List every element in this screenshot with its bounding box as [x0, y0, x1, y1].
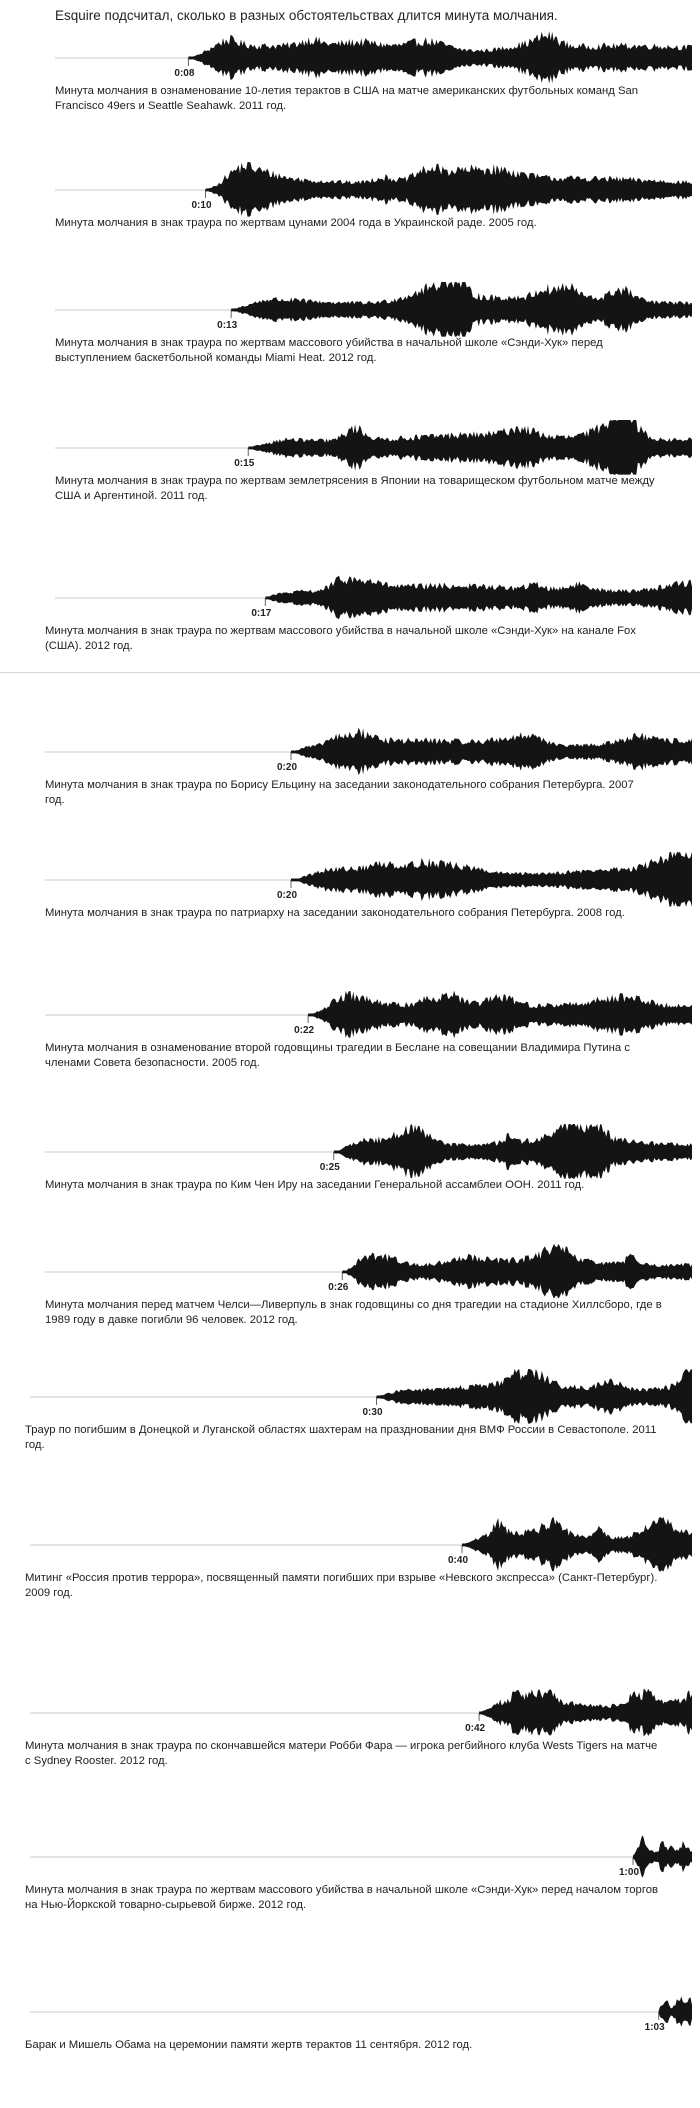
caption: Траур по погибшим в Донецкой и Луганской областях шахтерам на праздновании дня ВМФ России в Севастополе. 2011 год.	[25, 1424, 657, 1451]
caption: Минута молчания в знак траура по скончавшейся матери Робби Фара — игрока регбийного клуба Wests Tigers на матче с Sydney Rooster. 2012 год.	[25, 1740, 658, 1767]
waveform-panel	[0, 270, 700, 380]
waveform-panel	[0, 712, 700, 822]
waveform-shape	[377, 1369, 693, 1424]
waveform-panel	[0, 1817, 700, 1927]
waveform-panel	[0, 1357, 700, 1467]
waveform-shape	[308, 991, 692, 1039]
waveform-panel	[0, 1673, 700, 1783]
time-label: 0:17	[251, 608, 272, 619]
time-label: 0:13	[217, 320, 238, 331]
time-label: 0:20	[277, 762, 298, 773]
caption: Минута молчания в знак траура по Ким Чен Иру на заседании Генеральной ассамблеи ООН. 2011 год.	[45, 1179, 585, 1191]
waveform-shape	[265, 576, 692, 620]
caption: Митинг «Россия против террора», посвященный памяти погибших при взрыве «Невского экспресса» (Санкт-Петербург). 2009 год.	[25, 1572, 658, 1599]
time-label: 0:42	[465, 1723, 486, 1734]
caption: Минута молчания в знак траура по жертвам массового убийства в начальной школе «Сэнди-Хук» на канале Fox (США). 2012 год.	[45, 625, 636, 652]
caption: Минута молчания в ознаменование второй годовщины трагедии в Беслане на совещании Владимира Путина с членами Совета безопасности. 2005 год.	[45, 1042, 630, 1069]
waveform-shape	[231, 282, 692, 337]
caption: Минута молчания в знак траура по жертвам цунами 2004 года в Украинской раде. 2005 год.	[55, 217, 537, 229]
waveform-panel	[0, 408, 700, 518]
time-label: 1:00	[619, 1867, 640, 1878]
waveform-panel	[0, 975, 700, 1085]
waveform-panel	[0, 1232, 700, 1342]
waveform-shape	[248, 420, 692, 475]
waveform-panel	[0, 1112, 700, 1222]
time-label: 0:30	[362, 1407, 383, 1418]
waveform-shape	[206, 162, 693, 217]
waveform-svg	[0, 840, 700, 950]
waveform-svg	[0, 1972, 700, 2082]
caption: Барак и Мишель Обама на церемонии памяти жертв терактов 11 сентября. 2012 год.	[25, 2039, 473, 2051]
time-label: 0:10	[191, 200, 212, 211]
page-intro: Esquire подсчитал, сколько в разных обстоятельствах длится минута молчания.	[55, 8, 558, 23]
waveform-shape	[291, 852, 692, 907]
waveform-shape	[633, 1835, 692, 1877]
waveform-shape	[188, 31, 692, 84]
waveform-shape	[479, 1689, 692, 1736]
caption: Минута молчания в знак траура по жертвам массового убийства в начальной школе «Сэнди-Хук» перед началом торгов на Нью-Йоркской товарно-сырьевой бирже. 2012 год.	[25, 1884, 658, 1911]
divider	[0, 672, 700, 673]
caption: Минута молчания в знак траура по жертвам землетрясения в Японии на товарищеском футбольном матче между США и Аргентиной. 2011 год.	[55, 475, 655, 502]
time-label: 0:20	[277, 890, 298, 901]
caption: Минута молчания перед матчем Челси—Ливерпуль в знак годовщины со дня трагедии на стадионе Хиллсборо, где в 1989 году в давке погибли 96 человек. 2012 год.	[45, 1299, 662, 1326]
caption: Минута молчания в знак траура по патриарху на заседании законодательного собрания Петербурга. 2008 год.	[45, 907, 625, 919]
time-label: 0:22	[294, 1025, 315, 1036]
waveform-shape	[342, 1244, 692, 1299]
time-label: 0:26	[328, 1282, 349, 1293]
time-label: 0:40	[448, 1555, 469, 1566]
waveform-svg	[0, 150, 700, 260]
time-label: 1:03	[644, 2022, 665, 2033]
waveform-shape	[291, 728, 692, 775]
time-label: 0:08	[174, 68, 195, 79]
time-label: 0:25	[319, 1162, 340, 1173]
waveform-svg	[0, 1112, 700, 1222]
waveform-panel	[0, 150, 700, 260]
caption: Минута молчания в знак траура по жертвам массового убийства в начальной школе «Сэнди-Хук» перед выступлением баскетбольной команды Miami Heat. 2012 год.	[55, 337, 603, 364]
waveform-panel	[0, 1972, 700, 2082]
waveform-panel	[0, 1505, 700, 1615]
waveform-panel	[0, 558, 700, 668]
time-label: 0:15	[234, 458, 255, 469]
waveform-shape	[334, 1124, 692, 1179]
waveform-panel	[0, 18, 700, 128]
waveform-shape	[462, 1517, 692, 1572]
caption: Минута молчания в ознаменование 10-летия терактов в США на матче американских футбольных команд San Francisco 49ers и Seattle Seahawk. 2011 год.	[55, 85, 639, 112]
waveform-panel	[0, 840, 700, 950]
caption: Минута молчания в знак траура по Борису Ельцину на заседании законодательного собрания Петербурга. 2007 год.	[45, 779, 634, 806]
